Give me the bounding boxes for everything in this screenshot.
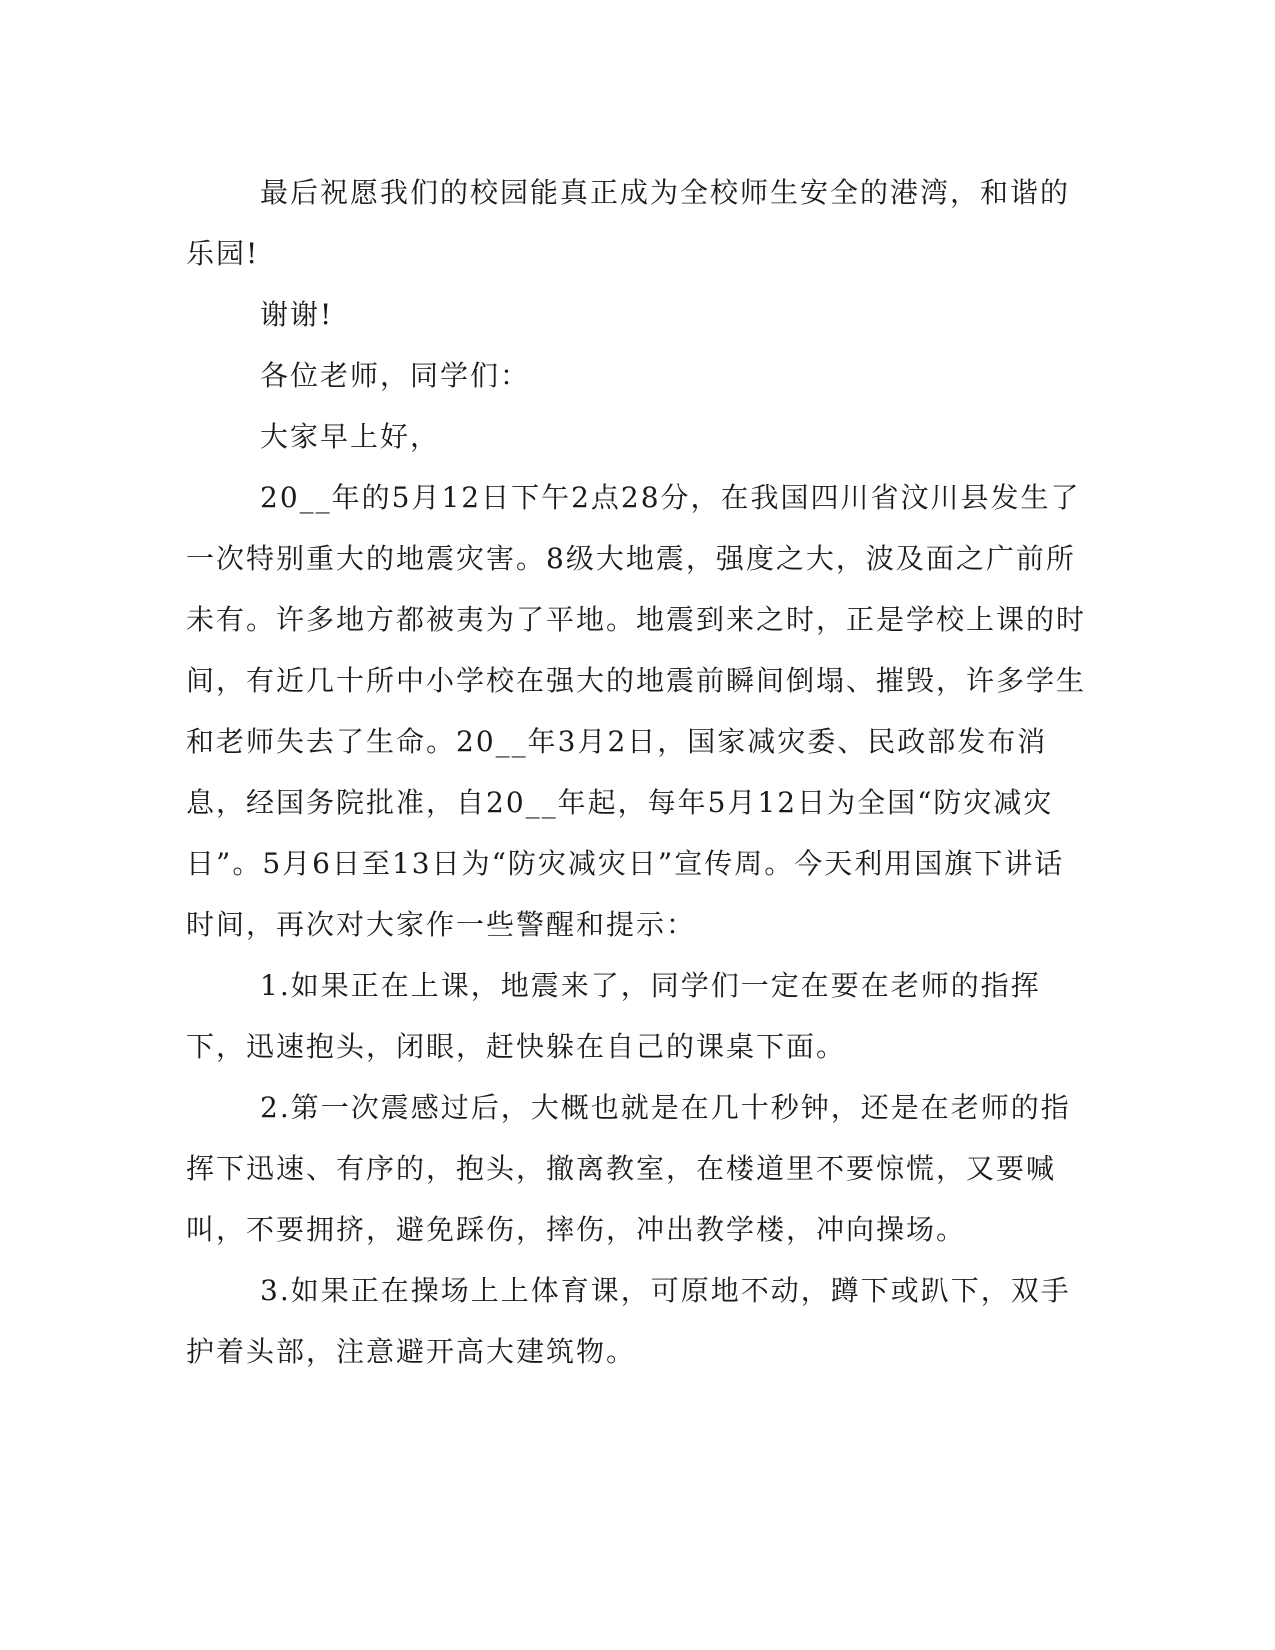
paragraph-earthquake-background: 20__年的5月12日下午2点28分，在我国四川省汶川县发生了一次特别重大的地震灾害。8级大地震，强度之大，波及面之广前所未有。许多地方都被夷为了平地。地震到来之时，正是学校上课的时间，有近几十所中小学校在强大的地震前瞬间倒塌、摧毁，许多学生和老师失去了生命。20__年3月2日，国家减灾委、民政部发布消息，经国务院批准，自20__年起，每年5月12日为全国“防灾减灾日”。5月6日至13日为“防灾减灾日”宣传周。今天利用国旗下讲话时间，再次对大家作一些警醒和提示： — [186, 481, 1087, 941]
paragraph-tip-2: 2.第一次震感过后，大概也就是在几十秒钟，还是在老师的指挥下迅速、有序的，抱头，撤离教室，在楼道里不要惊慌，又要喊叫，不要拥挤，避免踩伤，摔伤，冲出教学楼，冲向操场。 — [186, 1091, 1071, 1246]
paragraph-salutation: 各位老师，同学们： — [260, 359, 531, 392]
document-body — [186, 162, 1086, 1382]
paragraph-thanks: 谢谢! — [260, 298, 334, 331]
paragraph-greeting: 大家早上好， — [260, 420, 441, 453]
paragraph-tip-3: 3.如果正在操场上上体育课，可原地不动，蹲下或趴下，双手护着头部，注意避开高大建筑物。 — [186, 1274, 1071, 1368]
paragraph-closing-wish: 最后祝愿我们的校园能真正成为全校师生安全的港湾，和谐的乐园! — [186, 176, 1071, 270]
paragraph-tip-1: 1.如果正在上课，地震来了，同学们一定在要在老师的指挥下，迅速抱头，闭眼，赶快躲在自己的课桌下面。 — [186, 969, 1041, 1063]
